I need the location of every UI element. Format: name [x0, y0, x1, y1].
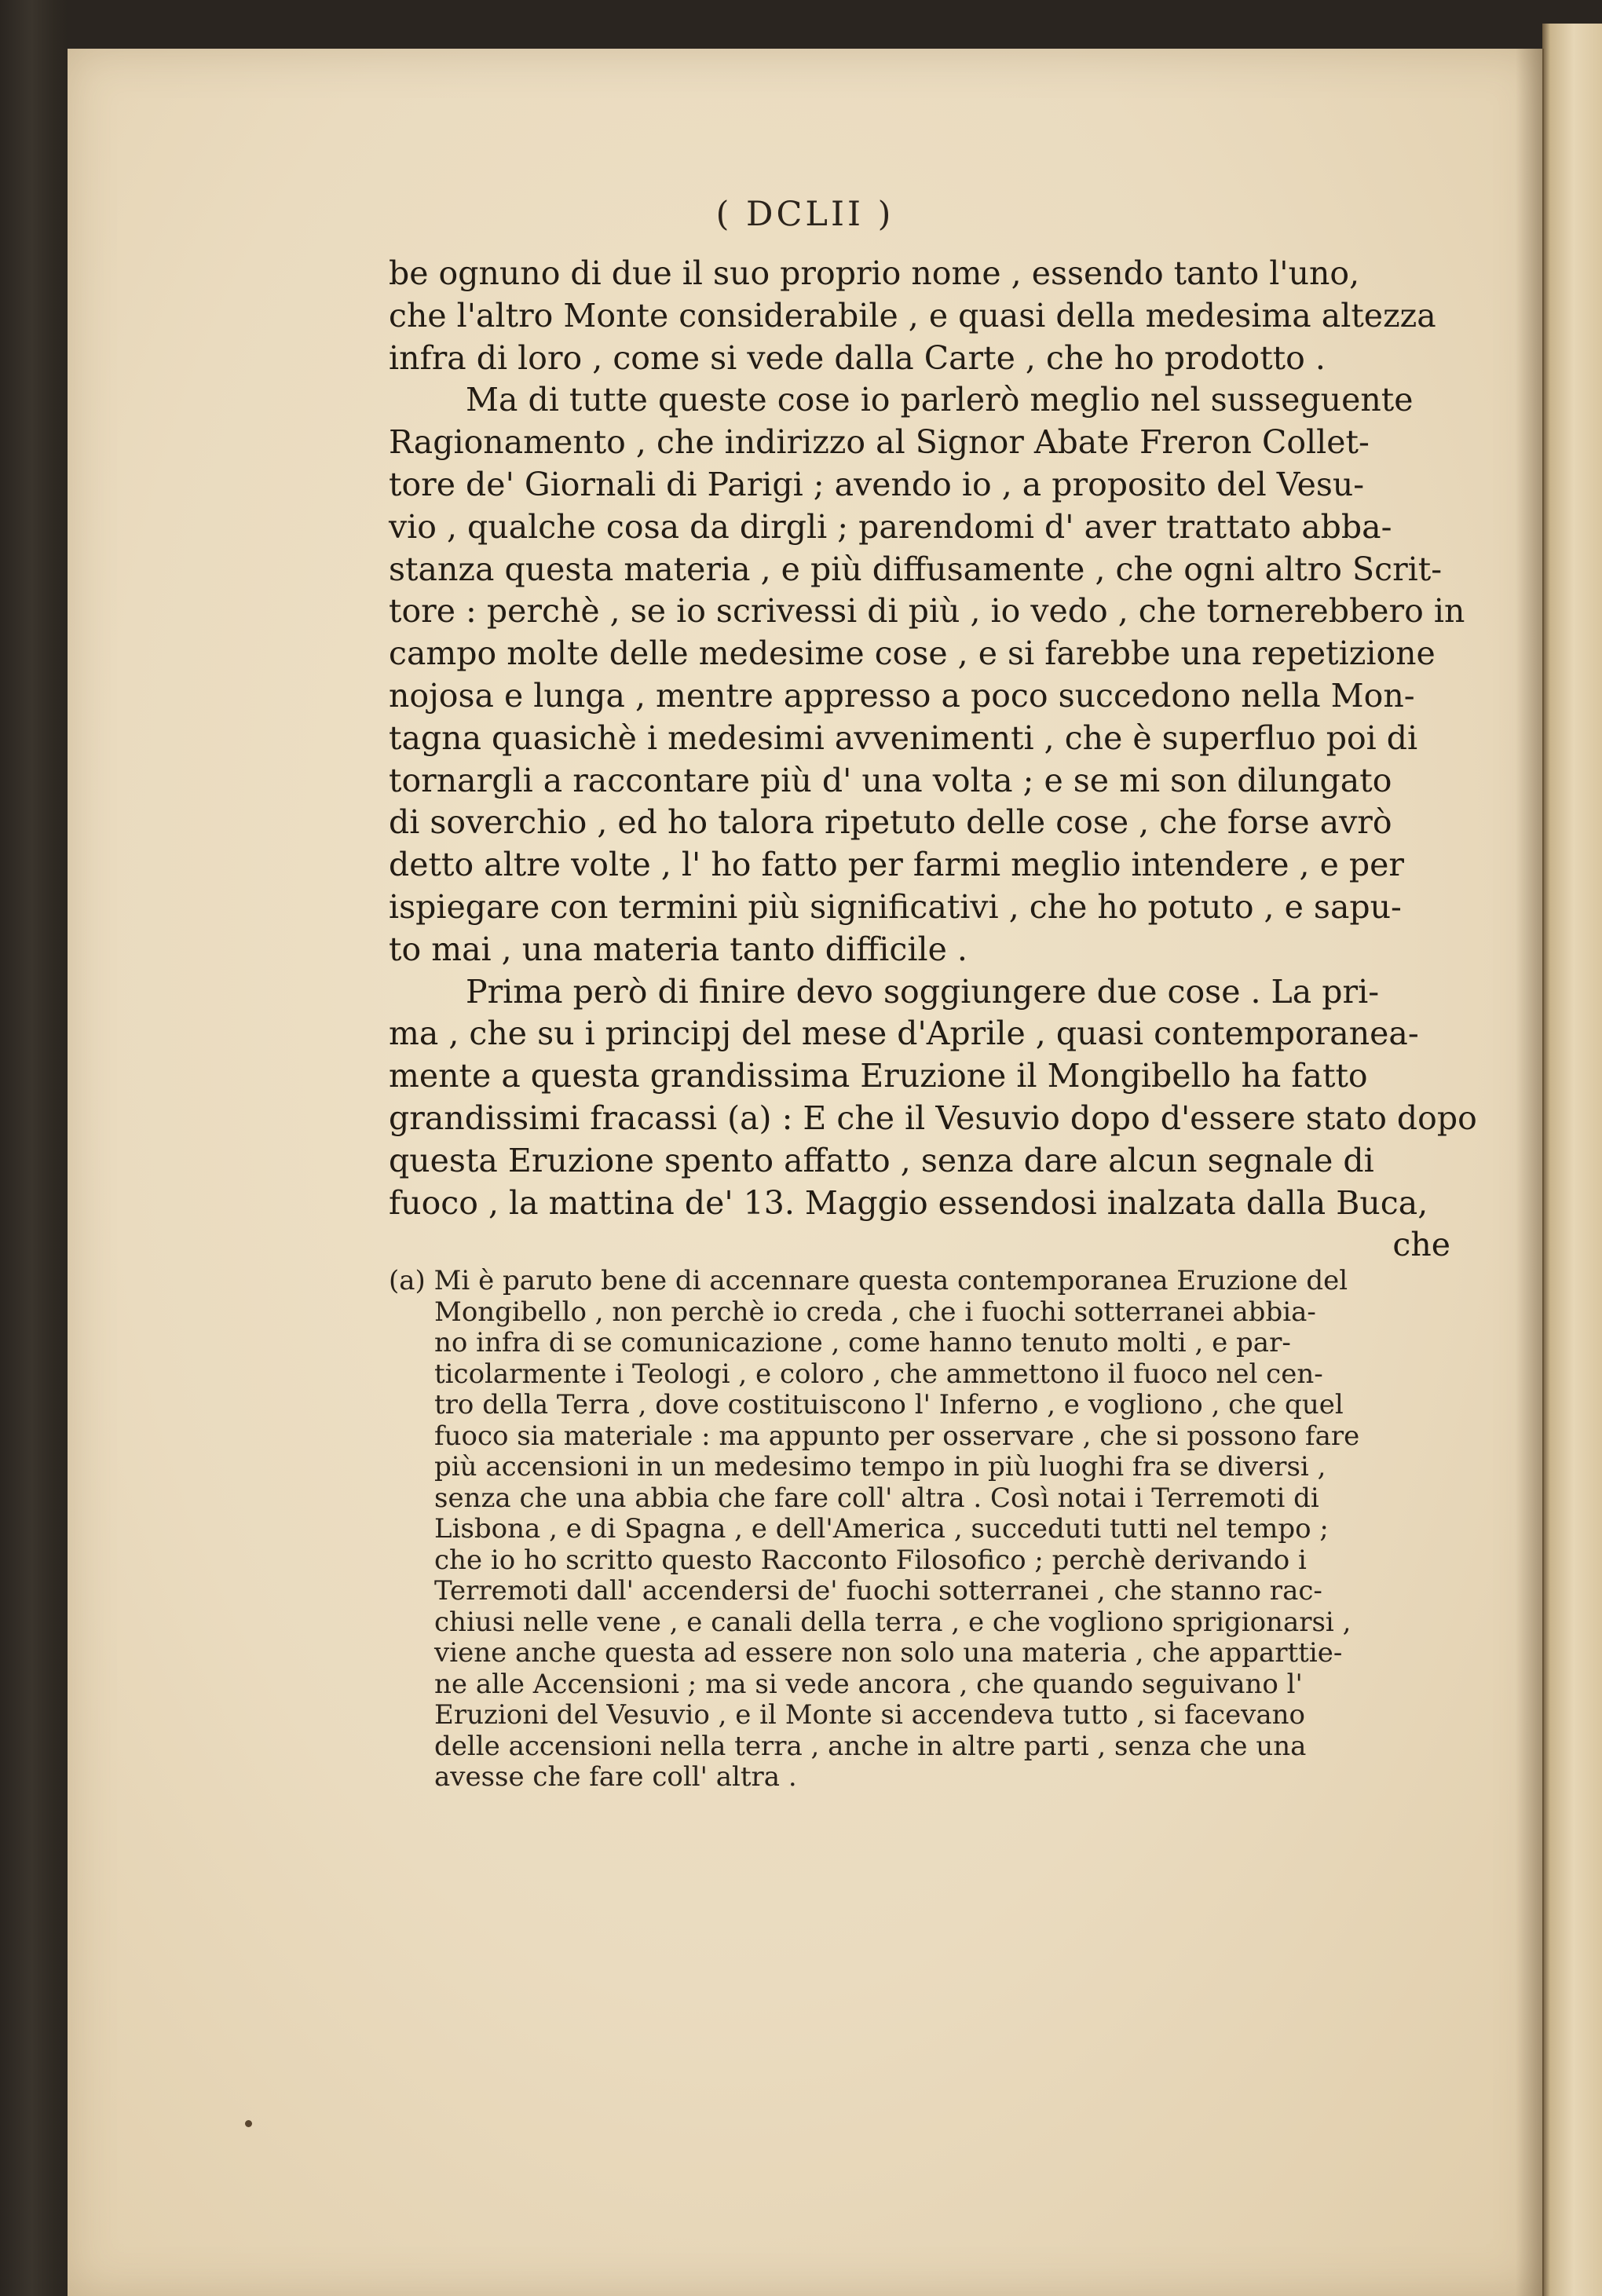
text-line: vio , qualche cosa da dirgli ; parendomi d' aver trattato abba-: [389, 507, 1392, 546]
text-line: tagna quasichè i medesimi avvenimenti , che è superfluo poi di: [389, 718, 1418, 757]
text-line: infra di loro , come si vede dalla Carte , che ho prodotto .: [389, 338, 1326, 377]
footnote-line: Lisbona , e di Spagna , e dell'America , succeduti tutti nel tempo ;: [434, 1513, 1329, 1545]
main-text-block: [389, 253, 1479, 1267]
text-line: grandissimi fracassi (a) : E che il Vesuvio dopo d'essere stato dopo: [389, 1099, 1477, 1137]
page-gutter-shadow: [1516, 49, 1544, 2296]
text-line: ma , che su i principj del mese d'Aprile , quasi contemporanea-: [389, 1015, 1419, 1053]
footnote-line: Eruzioni del Vesuvio , e il Monte si accendeva tutto , si facevano: [434, 1699, 1305, 1731]
text-line: nojosa e lunga , mentre appresso a poco succedono nella Mon-: [389, 676, 1415, 715]
footnote-line: avesse che fare coll' altra .: [434, 1761, 797, 1793]
footnote-line: chiusi nelle vene , e canali della terra , e che vogliono sprigionarsi ,: [434, 1606, 1351, 1638]
text-line: ispiegare con termini più significativi , che ho potuto , e sapu-: [389, 887, 1402, 926]
text-line: campo molte delle medesime cose , e si farebbe una repetizione: [389, 634, 1436, 673]
adjacent-page-edge: [1542, 24, 1602, 2296]
text-line: Ragionamento , che indirizzo al Signor Abate Freron Collet-: [389, 423, 1370, 462]
footnote-line: fuoco sia materiale : ma appunto per osservare , che si possono fare: [434, 1420, 1360, 1452]
text-line: be ognuno di due il suo proprio nome , essendo tanto l'uno,: [389, 254, 1360, 292]
footnote-line: Terremoti dall' accendersi de' fuochi sotterranei , che stanno rac-: [434, 1575, 1322, 1607]
footnote-line: (a) Mi è paruto bene di accennare questa contemporanea Eruzione del: [389, 1265, 1348, 1296]
text-line: tornargli a raccontare più d' una volta ; e se mi son dilungato: [389, 761, 1392, 799]
text-line: fuoco , la mattina de' 13. Maggio essendosi inalzata dalla Buca,: [389, 1183, 1428, 1222]
footnote-line: viene anche questa ad essere non solo una materia , che apparttie-: [434, 1637, 1343, 1669]
ink-speck: [245, 2120, 252, 2127]
text-line: mente a questa grandissima Eruzione il Mongibello ha fatto: [389, 1057, 1368, 1095]
page-header: ( DCLII ): [715, 195, 894, 234]
footnote-line: ticolarmente i Teologi , e coloro , che ammettono il fuoco nel cen-: [434, 1358, 1323, 1390]
text-line: stanza questa materia , e più diffusamente , che ogni altro Scrit-: [389, 550, 1443, 588]
text-line: Prima però di finire devo soggiungere due cose . La pri-: [466, 972, 1380, 1011]
footnote-line: tro della Terra , dove costituiscono l' Inferno , e vogliono , che quel: [434, 1389, 1344, 1420]
footnote-line: no infra di se comunicazione , come hanno tenuto molti , e par-: [434, 1327, 1291, 1358]
text-line: questa Eruzione spento affatto , senza dare alcun segnale di: [389, 1141, 1374, 1179]
text-line: di soverchio , ed ho talora ripetuto delle cose , che forse avrò: [389, 803, 1392, 842]
footnote-line: delle accensioni nella terra , anche in altre parti , senza che una: [434, 1730, 1307, 1762]
text-line: che l'altro Monte considerabile , e quasi della medesima altezza: [389, 296, 1436, 335]
footnote-line: senza che una abbia che fare coll' altra . Così notai i Terremoti di: [434, 1482, 1319, 1514]
footnote-block: [389, 1266, 1488, 1793]
catchword: che: [1392, 1226, 1450, 1264]
text-line: to mai , una materia tanto difficile .: [389, 930, 967, 968]
footnote-line: Mongibello , non perchè io creda , che i fuochi sotterranei abbia-: [434, 1296, 1316, 1328]
text-line: detto altre volte , l' ho fatto per farmi meglio intendere , e per: [389, 846, 1404, 884]
text-line: tore de' Giornali di Parigi ; avendo io , a proposito del Vesu-: [389, 465, 1365, 503]
footnote-line: che io ho scritto questo Racconto Filosofico ; perchè derivando i: [434, 1544, 1307, 1576]
footnote-line: ne alle Accensioni ; ma si vede ancora , che quando seguivano l': [434, 1668, 1303, 1700]
text-line: tore : perchè , se io scrivessi di più , io vedo , che tornerebbero in: [389, 592, 1465, 631]
text-line: Ma di tutte queste cose io parlerò meglio nel susseguente: [466, 381, 1414, 419]
footnote-line: più accensioni in un medesimo tempo in più luoghi fra se diversi ,: [434, 1451, 1326, 1483]
